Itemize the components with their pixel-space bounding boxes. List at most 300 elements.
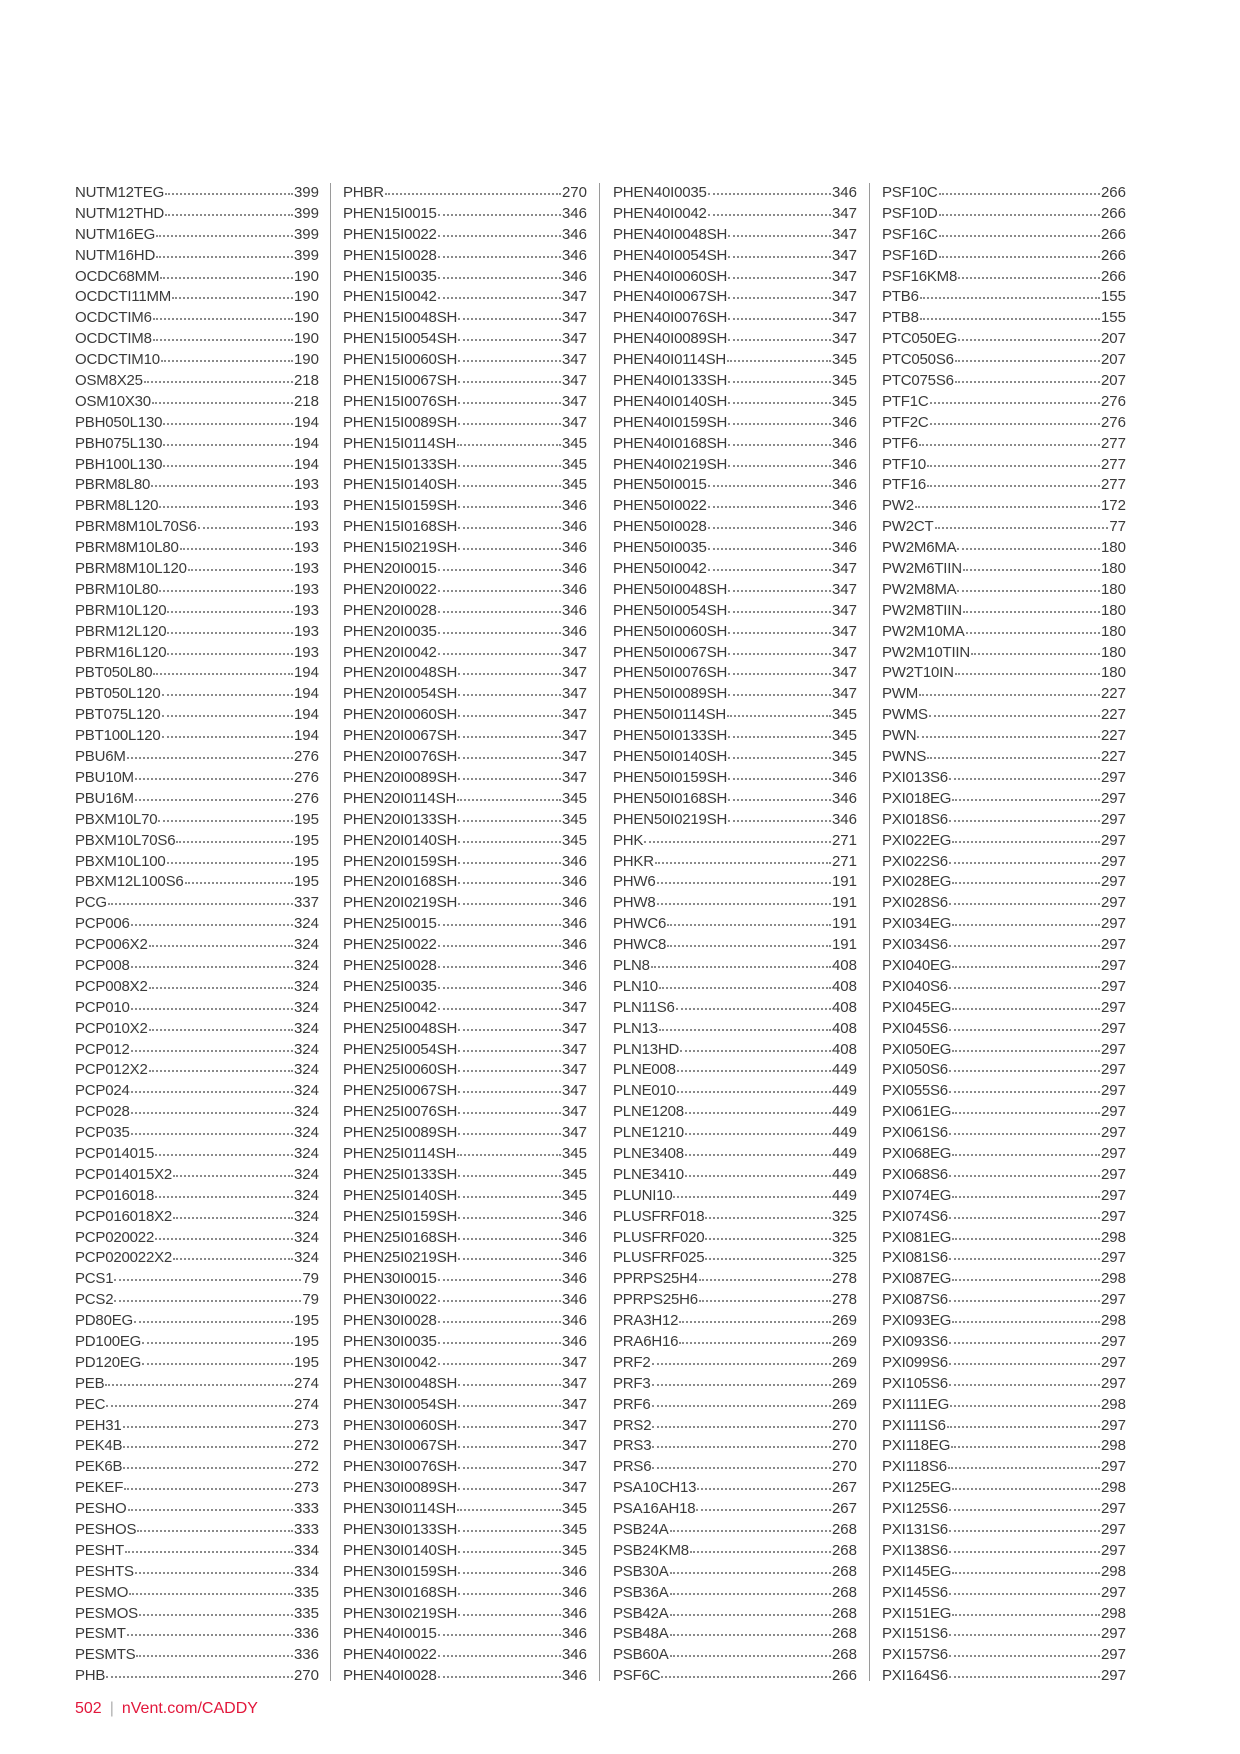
page-reference: 324: [293, 1103, 319, 1121]
page-reference: 297: [1100, 1332, 1126, 1350]
part-number: PCG: [75, 894, 107, 912]
page-reference: 272: [293, 1458, 319, 1476]
index-entry: [75, 1186, 319, 1207]
page-reference: 345: [561, 1165, 587, 1183]
dot-leader: [644, 837, 831, 843]
part-number: PHEN15I0028: [343, 246, 437, 264]
dot-leader: [173, 1254, 293, 1260]
page-reference: 346: [561, 873, 587, 891]
part-number: PHEN30I0028: [343, 1312, 437, 1330]
index-entry: [75, 267, 319, 288]
dot-leader: [167, 649, 293, 655]
page-reference: 270: [831, 1437, 857, 1455]
dot-leader: [458, 669, 561, 675]
page-reference: 276: [293, 748, 319, 766]
part-number: PHEN15I0060SH: [343, 351, 458, 369]
page-reference: 345: [561, 1521, 587, 1538]
dot-leader: [915, 502, 1100, 508]
part-number: PBRM10L120: [75, 601, 167, 619]
page-reference: 195: [293, 852, 319, 870]
dot-leader: [438, 1317, 561, 1323]
page-reference: 346: [561, 267, 587, 285]
part-number: PHWC8: [613, 936, 667, 954]
page-reference: 449: [831, 1061, 857, 1079]
part-number: PHEN50I0015: [613, 476, 707, 494]
index-entry: [882, 1666, 1126, 1687]
part-number: PHEN30I0219SH: [343, 1604, 458, 1622]
part-number: OSM10X30: [75, 392, 151, 410]
page-reference: 346: [561, 622, 587, 640]
dot-leader: [957, 544, 1100, 550]
dot-leader: [458, 878, 561, 884]
dot-leader: [438, 1275, 561, 1281]
page-reference: 297: [1100, 1374, 1126, 1392]
part-number: PRF3: [613, 1374, 651, 1392]
part-number: PHEN50I0076SH: [613, 664, 728, 682]
index-entry: [613, 517, 857, 538]
index-entry: [75, 1604, 319, 1625]
dot-leader: [963, 565, 1100, 571]
page-reference: 347: [561, 288, 587, 306]
part-number: PCP012: [75, 1040, 130, 1058]
page-reference: 449: [831, 1082, 857, 1100]
part-number: PHEN50I0168SH: [613, 789, 728, 807]
index-entry: [613, 350, 857, 371]
part-number: PHEN30I0168SH: [343, 1583, 458, 1601]
dot-leader: [657, 878, 831, 884]
dot-leader: [949, 1630, 1100, 1636]
part-number: PXI040EG: [882, 956, 952, 974]
index-entry: [75, 601, 319, 622]
dot-leader: [728, 690, 831, 696]
page-reference: 190: [293, 267, 319, 285]
part-number: PXI157S6: [882, 1646, 948, 1664]
page-reference: 346: [561, 977, 587, 995]
dot-leader: [708, 481, 831, 487]
page-reference: 268: [831, 1604, 857, 1622]
dot-leader: [438, 607, 561, 613]
page-reference: 345: [561, 1500, 587, 1518]
dot-leader: [696, 1505, 831, 1511]
page-reference: 79: [302, 1270, 319, 1288]
index-entry: [75, 559, 319, 580]
dot-leader: [149, 1066, 293, 1072]
index-entry: [613, 1207, 857, 1228]
part-number: PTF10: [882, 455, 927, 473]
index-entry: [613, 455, 857, 476]
index-entry: [882, 1332, 1126, 1353]
index-entry: [75, 1144, 319, 1165]
index-entry: [75, 1311, 319, 1332]
index-entry: [343, 1290, 587, 1311]
dot-leader: [728, 440, 831, 446]
dot-leader: [176, 837, 293, 843]
part-number: PCP024: [75, 1082, 130, 1100]
dot-leader: [173, 1213, 293, 1219]
part-number: PBRM12L120: [75, 622, 167, 640]
dot-leader: [185, 878, 293, 884]
dot-leader: [685, 1129, 831, 1135]
page-reference: 347: [561, 1479, 587, 1497]
dot-leader: [131, 1087, 293, 1093]
index-entry: [613, 371, 857, 392]
dot-leader: [728, 335, 831, 341]
index-entry: [343, 1123, 587, 1144]
index-entry: [75, 392, 319, 413]
dot-leader: [458, 1380, 561, 1386]
index-entry: [343, 225, 587, 246]
index-entry: [75, 852, 319, 873]
index-entry: [343, 1228, 587, 1249]
page-reference: 347: [561, 643, 587, 661]
page-reference: 346: [561, 518, 587, 536]
index-entry: [343, 1645, 587, 1666]
page-reference: 297: [1100, 1144, 1126, 1162]
part-number: PHEN20I0048SH: [343, 664, 458, 682]
index-entry: [882, 1186, 1126, 1207]
page-reference: 269: [831, 1353, 857, 1371]
part-number: PBXM12L100S6: [75, 873, 184, 891]
dot-leader: [458, 1610, 561, 1616]
dot-leader: [151, 481, 293, 487]
dot-leader: [728, 314, 831, 320]
part-number: PCP006: [75, 915, 130, 933]
index-entry: [75, 747, 319, 768]
dot-leader: [728, 628, 831, 634]
dot-leader: [728, 669, 831, 675]
page-reference: 347: [561, 664, 587, 682]
index-entry: [882, 1562, 1126, 1583]
dot-leader: [123, 1422, 293, 1428]
page-reference: 347: [561, 685, 587, 703]
page-reference: 333: [293, 1500, 319, 1518]
index-entry: [613, 287, 857, 308]
part-number: PW2T10IN: [882, 664, 954, 682]
page-reference: 345: [831, 392, 857, 410]
page-reference: 297: [1100, 810, 1126, 828]
index-entry: [343, 872, 587, 893]
page-reference: 346: [831, 497, 857, 515]
page-reference: 297: [1100, 1353, 1126, 1371]
index-entry: [882, 768, 1126, 789]
index-entry: [613, 1144, 857, 1165]
index-entry: [613, 768, 857, 789]
index-entry: [613, 1583, 857, 1604]
page-reference: 268: [831, 1646, 857, 1664]
dot-leader: [458, 753, 561, 759]
index-entry: [613, 747, 857, 768]
page-reference: 324: [293, 1061, 319, 1079]
dot-leader: [162, 690, 293, 696]
page-reference: 399: [293, 184, 319, 201]
part-number: PLN8: [613, 956, 650, 974]
dot-leader: [728, 753, 831, 759]
dot-leader: [125, 1547, 293, 1553]
dot-leader: [728, 816, 831, 822]
dot-leader: [652, 1359, 831, 1365]
part-number: PHEN50I0140SH: [613, 748, 728, 766]
page-reference: 298: [1100, 1479, 1126, 1497]
dot-leader: [153, 314, 293, 320]
dot-leader: [458, 1066, 561, 1072]
dot-leader: [728, 774, 831, 780]
dot-leader: [458, 1401, 561, 1407]
part-number: PHEN20I0140SH: [343, 831, 458, 849]
part-number: PHEN50I0054SH: [613, 601, 728, 619]
page-reference: 346: [831, 539, 857, 557]
part-number: PBXM10L70: [75, 810, 158, 828]
index-entry: [613, 267, 857, 288]
page-reference: 334: [293, 1541, 319, 1559]
page-reference: 345: [561, 1144, 587, 1162]
part-number: PD80EG: [75, 1312, 133, 1330]
part-number: PHEN30I0035: [343, 1332, 437, 1350]
part-number: PESHT: [75, 1541, 125, 1559]
part-number: PSB42A: [613, 1604, 669, 1622]
index-entry: [882, 726, 1126, 747]
dot-leader: [955, 669, 1100, 675]
part-number: PHEN50I0067SH: [613, 643, 728, 661]
index-entry: [75, 977, 319, 998]
part-number: PHEN40I0089SH: [613, 330, 728, 348]
page-reference: 180: [1100, 643, 1126, 661]
part-number: PHEN50I0133SH: [613, 727, 728, 745]
page-reference: 266: [1100, 246, 1126, 264]
index-entry: [75, 643, 319, 664]
index-entry: [882, 267, 1126, 288]
dot-leader: [123, 1463, 293, 1469]
part-number: PBRM8L120: [75, 497, 159, 515]
index-entry: [613, 1416, 857, 1437]
dot-leader: [949, 1338, 1100, 1344]
page-reference: 408: [831, 956, 857, 974]
index-entry: [75, 538, 319, 559]
page-reference: 347: [831, 288, 857, 306]
part-number: PHEN40I0028: [343, 1667, 437, 1685]
index-entry: [882, 1624, 1126, 1645]
dot-leader: [153, 335, 293, 341]
dot-leader: [152, 398, 293, 404]
part-number: PTC050S6: [882, 351, 954, 369]
page-reference: 297: [1100, 1646, 1126, 1664]
part-number: PRF6: [613, 1395, 651, 1413]
index-entry: [882, 1228, 1126, 1249]
index-entry: [75, 308, 319, 329]
part-number: PHEN50I0219SH: [613, 810, 728, 828]
page-reference: 346: [561, 1625, 587, 1643]
dot-leader: [670, 1630, 831, 1636]
part-number: PXI068S6: [882, 1165, 948, 1183]
index-entry: [343, 1060, 587, 1081]
part-number: PSF10D: [882, 204, 938, 222]
page-reference: 297: [1100, 873, 1126, 891]
index-entry: [613, 1248, 857, 1269]
index-entry: [75, 831, 319, 852]
page-reference: 347: [831, 246, 857, 264]
index-entry: [75, 1436, 319, 1457]
dot-leader: [652, 1463, 831, 1469]
dot-leader: [949, 983, 1100, 989]
part-number: PXI050S6: [882, 1061, 948, 1079]
part-number: PHEN30I0067SH: [343, 1437, 458, 1455]
index-entry: [75, 663, 319, 684]
part-number: PHB: [75, 1667, 106, 1685]
index-entry: [613, 643, 857, 664]
part-number: PBH100L130: [75, 455, 163, 473]
page-reference: 194: [293, 664, 319, 682]
index-entry: [75, 914, 319, 935]
index-entry: [343, 1520, 587, 1541]
part-number: PXI034EG: [882, 915, 952, 933]
part-number: PXI118EG: [882, 1437, 951, 1455]
page-reference: 347: [831, 580, 857, 598]
page-reference: 191: [831, 936, 857, 954]
page-reference: 324: [293, 1186, 319, 1204]
page-reference: 347: [561, 1103, 587, 1121]
index-entry: [343, 1499, 587, 1520]
part-number: PEKEF: [75, 1479, 124, 1497]
part-number: PXI022S6: [882, 852, 948, 870]
index-entry: [882, 392, 1126, 413]
page-reference: 227: [1100, 748, 1126, 766]
page-reference: 227: [1100, 706, 1126, 724]
page-reference: 270: [293, 1667, 319, 1685]
index-entry: [75, 1395, 319, 1416]
dot-leader: [652, 1401, 831, 1407]
index-entry: [75, 1520, 319, 1541]
dot-leader: [728, 649, 831, 655]
page-reference: 449: [831, 1103, 857, 1121]
index-entry: [343, 643, 587, 664]
page-reference: 297: [1100, 1458, 1126, 1476]
part-number: PBU10M: [75, 768, 134, 786]
part-number: PPRPS25H4: [613, 1270, 698, 1288]
index-entry: [882, 1604, 1126, 1625]
page-reference: 347: [831, 643, 857, 661]
page-reference: 297: [1100, 1625, 1126, 1643]
page-reference: 345: [561, 476, 587, 494]
part-number: PXI125S6: [882, 1500, 948, 1518]
index-entry: [882, 1269, 1126, 1290]
page-reference: 180: [1100, 580, 1126, 598]
page-reference: 190: [293, 288, 319, 306]
page-reference: 277: [1100, 476, 1126, 494]
part-number: PHEN20I0067SH: [343, 727, 458, 745]
index-entry: [343, 371, 587, 392]
dot-leader: [677, 1087, 831, 1093]
dot-leader: [458, 398, 561, 404]
page-reference: 297: [1100, 894, 1126, 912]
index-entry: [613, 684, 857, 705]
dot-leader: [952, 1275, 1100, 1281]
page-reference: 346: [831, 455, 857, 473]
dot-leader: [114, 1275, 301, 1281]
index-entry: [613, 204, 857, 225]
dot-leader: [952, 1610, 1100, 1616]
index-entry: [75, 1666, 319, 1687]
part-number: PLUNI10: [613, 1186, 673, 1204]
page-reference: 345: [831, 351, 857, 369]
part-number: PXI034S6: [882, 936, 948, 954]
dot-leader: [948, 1463, 1100, 1469]
part-number: PXI074S6: [882, 1207, 948, 1225]
dot-leader: [438, 231, 561, 237]
dot-leader: [458, 858, 561, 864]
part-number: PXI099S6: [882, 1353, 948, 1371]
page-reference: 269: [831, 1395, 857, 1413]
dot-leader: [939, 252, 1100, 258]
part-number: PHEN20I0133SH: [343, 810, 458, 828]
page-reference: 193: [293, 601, 319, 619]
page-reference: 346: [561, 894, 587, 912]
dot-leader: [955, 377, 1100, 383]
index-entry: [343, 1207, 587, 1228]
footer-url[interactable]: nVent.com/CADDY: [121, 1700, 258, 1717]
index-entry: [613, 789, 857, 810]
index-entry: [75, 204, 319, 225]
part-number: PHW6: [613, 873, 656, 891]
part-number: PHEN15I0067SH: [343, 372, 458, 390]
index-entry: [613, 1040, 857, 1061]
index-entry: [75, 1060, 319, 1081]
part-number: PHEN15I0114SH: [343, 434, 457, 452]
dot-leader: [106, 1672, 293, 1678]
part-number: PXI093S6: [882, 1332, 948, 1350]
page-reference: 449: [831, 1186, 857, 1204]
index-entry: [613, 1624, 857, 1645]
part-number: PCP028: [75, 1103, 130, 1121]
index-entry: [343, 705, 587, 726]
part-number: PTF16: [882, 476, 927, 494]
dot-leader: [457, 440, 561, 446]
dot-leader: [949, 858, 1100, 864]
part-number: PXI061S6: [882, 1124, 948, 1142]
index-entry: [882, 475, 1126, 496]
part-number: PD100EG: [75, 1332, 142, 1350]
page-reference: 297: [1100, 831, 1126, 849]
part-number: PESHTS: [75, 1562, 134, 1580]
dot-leader: [458, 1234, 561, 1240]
page-reference: 297: [1100, 1583, 1126, 1601]
page-reference: 346: [831, 434, 857, 452]
dot-leader: [685, 1171, 831, 1177]
part-number: PBH050L130: [75, 413, 163, 431]
dot-leader: [167, 607, 293, 613]
index-entry: [343, 1395, 587, 1416]
part-number: PHEN30I0114SH: [343, 1500, 457, 1518]
page-reference: 325: [831, 1249, 857, 1267]
dot-leader: [131, 1046, 293, 1052]
dot-leader: [949, 1296, 1100, 1302]
page-reference: 193: [293, 539, 319, 557]
index-entry: [613, 1499, 857, 1520]
page-reference: 297: [1100, 1019, 1126, 1037]
dot-leader: [167, 858, 293, 864]
part-number: PHEN40I0067SH: [613, 288, 728, 306]
part-number: PHEN30I0042: [343, 1353, 437, 1371]
part-number: PHEN30I0022: [343, 1291, 437, 1309]
index-entry: [343, 496, 587, 517]
part-number: PHEN50I0028: [613, 518, 707, 536]
dot-leader: [950, 1401, 1100, 1407]
page-reference: 297: [1100, 1124, 1126, 1142]
dot-leader: [728, 419, 831, 425]
page-reference: 297: [1100, 1249, 1126, 1267]
part-number: PLN13HD: [613, 1040, 680, 1058]
index-entry: [882, 1416, 1126, 1437]
dot-leader: [458, 461, 561, 467]
part-number: PHEN50I0060SH: [613, 622, 728, 640]
